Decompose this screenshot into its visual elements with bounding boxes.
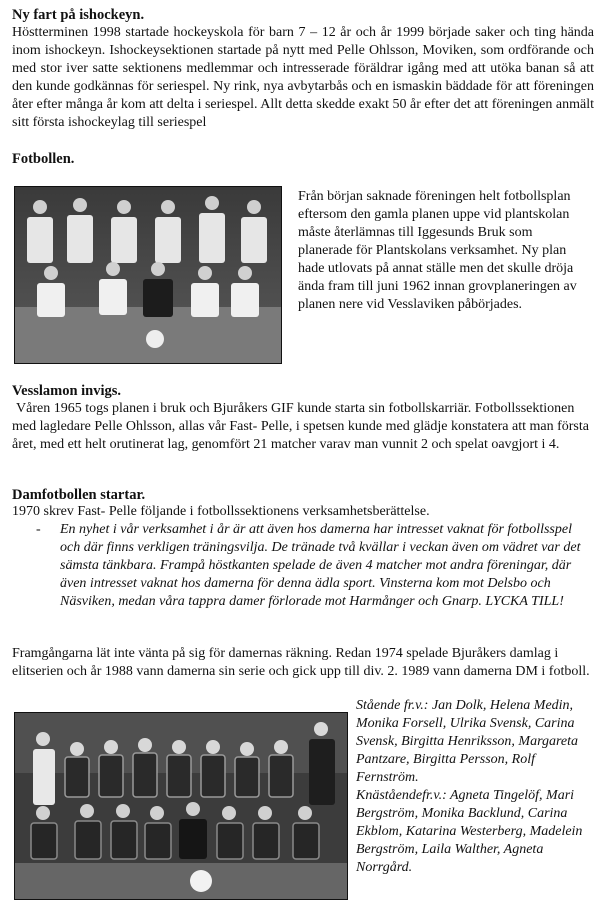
damfotboll-followup: Framgångarna lät inte vänta på sig för damernas räkning. Redan 1974 spelade Bjuråkers damlag i elitserien och år 1988 vann damerna sin serie och gick upp till div. 2. 1989 vann damerna DM i fotboll.: [12, 646, 590, 679]
women-team-photo: [14, 712, 348, 900]
quote-dash: -: [36, 522, 41, 537]
football-team-photo-drawing: [15, 187, 281, 363]
football-body: Från början saknade föreningen helt fotbollsplan eftersom den gamla planen uppe vid plantskolan måste återlämnas till Iggesunds Bruk som planerade för Plantskolans verksamhet. Ny plan hade utlovats på annat ställe men det skulle dröja ända fram till juni 1962 innan grovplaneringen av planen nere vid Vesslaviken påbörjades.: [298, 189, 577, 312]
vesslamon-heading: Vesslamon invigs.: [12, 383, 122, 399]
hockey-heading: Ny fart på ishockeyn.: [12, 7, 145, 23]
vesslamon-body: Våren 1965 togs planen i bruk och Bjuråkers GIF kunde starta sin fotbollskarriär. Fotbollssektionen med lagledare Pelle Ohlsson, allas vår Fast- Pelle, i spetsen kunde med glädje konstatera att man första året, med ett helt orutinerat lag, genomfört 21 matcher varav man vunnit 2 och spelat oavgjort i 4.: [12, 401, 589, 452]
football-heading: Fotbollen.: [12, 151, 75, 167]
damfotboll-heading: Damfotbollen startar.: [12, 487, 146, 503]
football-team-photo: [14, 186, 282, 364]
caption-kneeling: Knäståendefr.v.: Agneta Tingelöf, Mari Bergström, Monika Backlund, Carina Ekblom, Katarina Westerberg, Madelein Bergström, Laila Walther, Agneta Norrgård.: [356, 788, 583, 875]
damfotboll-quote: En nyhet i vår verksamhet i år är att även hos damerna har intresset vaknat för fotbollsspel och där finns verkligen träningsvilja. De tränade två kvällar i veckan även om vädret var det sämsta tänkbara. Frampå höstkanten spelade de även 4 matcher mot andra föreningar, där även intresset vaknat hos damerna för denna ädla sport. Vinsterna kom mot Delsbo och Näsviken, medan våra tappra damer förlorade mot Harmånger och Gnarp. LYCKA TILL!: [60, 522, 581, 609]
women-team-photo-drawing: [15, 713, 347, 899]
caption-standing: Stående fr.v.: Jan Dolk, Helena Medin, Monika Forsell, Ulrika Svensk, Carina Svensk, Birgitta Henriksson, Margareta Pantzare, Birgitta Persson, Rolf Fernström.: [356, 698, 579, 785]
hockey-body: Höstterminen 1998 startade hockeyskola för barn 7 – 12 år och år 1999 började saker och ting hända inom ishockeyn. Ishockeysektionen startade på nytt med Pelle Ohlsson, Moviken, som ordförande och med stor iver satte sektionens medlemmar och intresserade föräldrar igång med att utöka banan så att den kunde godkännas för seriespel. Ny rink, nya avbytarbås och en ismaskin bäddade för att föreningen åter efter många år kom att delta i seriespel. Allt detta skedde exakt 50 år efter det att föreningen anmält sitt första ishockeylag till seriespel: [12, 25, 594, 130]
damfotboll-intro: 1970 skrev Fast- Pelle följande i fotbollssektionens verksamhetsberättelse.: [12, 504, 430, 519]
